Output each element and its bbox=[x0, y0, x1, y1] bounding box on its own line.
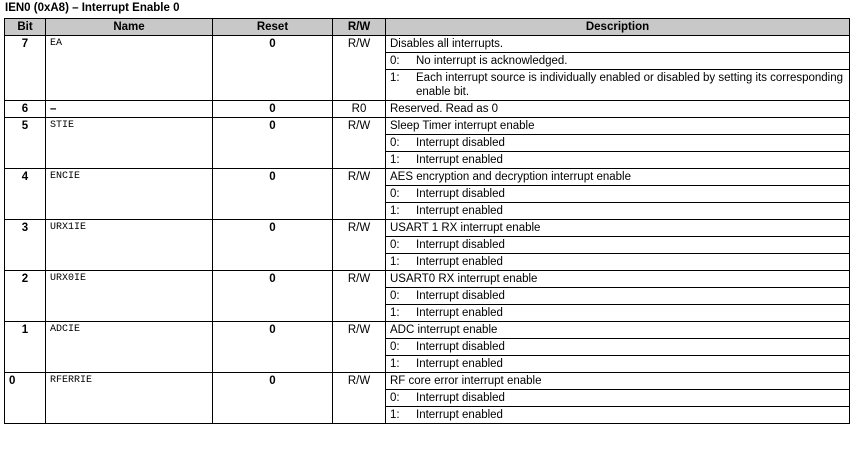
description-option bbox=[386, 151, 849, 168]
name-cell: ADCIE bbox=[46, 322, 213, 373]
bit-cell: 2 bbox=[5, 271, 46, 322]
option-text: Interrupt enabled bbox=[416, 256, 503, 268]
table-row bbox=[5, 118, 850, 169]
description-summary: ADC interrupt enable bbox=[390, 324, 498, 336]
description-option bbox=[386, 69, 849, 100]
description-option bbox=[386, 134, 849, 151]
option-text: Interrupt disabled bbox=[416, 239, 505, 251]
option-key: 0: bbox=[390, 137, 400, 149]
description-summary: USART0 RX interrupt enable bbox=[390, 273, 538, 285]
description-cell bbox=[386, 271, 850, 322]
table-row bbox=[5, 101, 850, 118]
option-key: 0: bbox=[390, 392, 400, 404]
bit-cell: 0 bbox=[5, 373, 46, 424]
register-table bbox=[4, 18, 850, 424]
table-row bbox=[5, 271, 850, 322]
table-row bbox=[5, 322, 850, 373]
description-summary: Reserved. Read as 0 bbox=[390, 103, 499, 115]
rw-cell: R/W bbox=[333, 36, 386, 101]
option-key: 0: bbox=[390, 239, 400, 251]
description-cell bbox=[386, 220, 850, 271]
reset-cell: 0 bbox=[213, 36, 333, 101]
option-text: Interrupt disabled bbox=[416, 188, 505, 200]
name-cell: URX0IE bbox=[46, 271, 213, 322]
reset-cell: 0 bbox=[213, 101, 333, 118]
rw-cell: R/W bbox=[333, 322, 386, 373]
option-text: Interrupt enabled bbox=[416, 154, 503, 166]
bit-cell: 4 bbox=[5, 169, 46, 220]
option-key: 0: bbox=[390, 290, 400, 302]
option-text: Interrupt enabled bbox=[416, 409, 503, 421]
table-row bbox=[5, 373, 850, 424]
header-row bbox=[5, 19, 850, 36]
reset-cell: 0 bbox=[213, 118, 333, 169]
name-cell: – bbox=[46, 101, 213, 118]
header-reset: Reset bbox=[213, 19, 333, 36]
description-option bbox=[386, 236, 849, 253]
option-text: Interrupt disabled bbox=[416, 392, 505, 404]
reset-cell: 0 bbox=[213, 220, 333, 271]
option-key: 1: bbox=[390, 205, 400, 217]
description-summary: RF core error interrupt enable bbox=[390, 375, 542, 387]
reset-cell: 0 bbox=[213, 271, 333, 322]
description-cell bbox=[386, 373, 850, 424]
description-summary: Sleep Timer interrupt enable bbox=[390, 120, 535, 132]
description-cell bbox=[386, 169, 850, 220]
bit-cell: 1 bbox=[5, 322, 46, 373]
table-row bbox=[5, 36, 850, 101]
option-text: No interrupt is acknowledged. bbox=[416, 55, 568, 67]
option-text: Interrupt disabled bbox=[416, 137, 505, 149]
option-key: 1: bbox=[390, 72, 400, 84]
rw-cell: R/W bbox=[333, 118, 386, 169]
bit-cell: 3 bbox=[5, 220, 46, 271]
rw-cell: R/W bbox=[333, 271, 386, 322]
description-option bbox=[386, 304, 849, 321]
description-option bbox=[386, 355, 849, 372]
register-title: IEN0 (0xA8) – Interrupt Enable 0 bbox=[5, 2, 180, 14]
reset-cell: 0 bbox=[213, 169, 333, 220]
name-cell: RFERRIE bbox=[46, 373, 213, 424]
table-row bbox=[5, 169, 850, 220]
rw-cell: R/W bbox=[333, 373, 386, 424]
option-text: Interrupt disabled bbox=[416, 290, 505, 302]
name-cell: STIE bbox=[46, 118, 213, 169]
option-key: 1: bbox=[390, 256, 400, 268]
description-option bbox=[386, 338, 849, 355]
description-option bbox=[386, 185, 849, 202]
description-option bbox=[386, 253, 849, 270]
description-option bbox=[386, 202, 849, 219]
option-key: 0: bbox=[390, 341, 400, 353]
option-text: Interrupt enabled bbox=[416, 358, 503, 370]
table-row bbox=[5, 220, 850, 271]
name-cell: URX1IE bbox=[46, 220, 213, 271]
option-key: 1: bbox=[390, 154, 400, 166]
description-cell bbox=[386, 36, 850, 101]
reset-cell: 0 bbox=[213, 373, 333, 424]
header-description: Description bbox=[386, 19, 850, 36]
option-key: 1: bbox=[390, 409, 400, 421]
header-name: Name bbox=[46, 19, 213, 36]
bit-cell: 6 bbox=[5, 101, 46, 118]
description-option bbox=[386, 287, 849, 304]
reset-cell: 0 bbox=[213, 322, 333, 373]
option-text: Each interrupt source is individually enabled or disabled by setting its corresponding enable bit. bbox=[416, 72, 844, 98]
description-summary: USART 1 RX interrupt enable bbox=[390, 222, 541, 234]
description-option bbox=[386, 406, 849, 423]
bit-cell: 5 bbox=[5, 118, 46, 169]
description-option bbox=[386, 52, 849, 69]
bit-cell: 7 bbox=[5, 36, 46, 101]
rw-cell: R0 bbox=[333, 101, 386, 118]
option-key: 0: bbox=[390, 188, 400, 200]
option-key: 0: bbox=[390, 55, 400, 67]
option-text: Interrupt enabled bbox=[416, 205, 503, 217]
option-key: 1: bbox=[390, 358, 400, 370]
name-cell: EA bbox=[46, 36, 213, 101]
description-summary: Disables all interrupts. bbox=[390, 38, 504, 50]
description-summary: AES encryption and decryption interrupt enable bbox=[390, 171, 632, 183]
option-text: Interrupt disabled bbox=[416, 341, 505, 353]
option-key: 1: bbox=[390, 307, 400, 319]
description-cell bbox=[386, 101, 850, 118]
description-cell bbox=[386, 322, 850, 373]
rw-cell: R/W bbox=[333, 220, 386, 271]
header-rw: R/W bbox=[333, 19, 386, 36]
rw-cell: R/W bbox=[333, 169, 386, 220]
name-cell: ENCIE bbox=[46, 169, 213, 220]
header-bit: Bit bbox=[5, 19, 46, 36]
description-option bbox=[386, 389, 849, 406]
description-cell bbox=[386, 118, 850, 169]
option-text: Interrupt enabled bbox=[416, 307, 503, 319]
